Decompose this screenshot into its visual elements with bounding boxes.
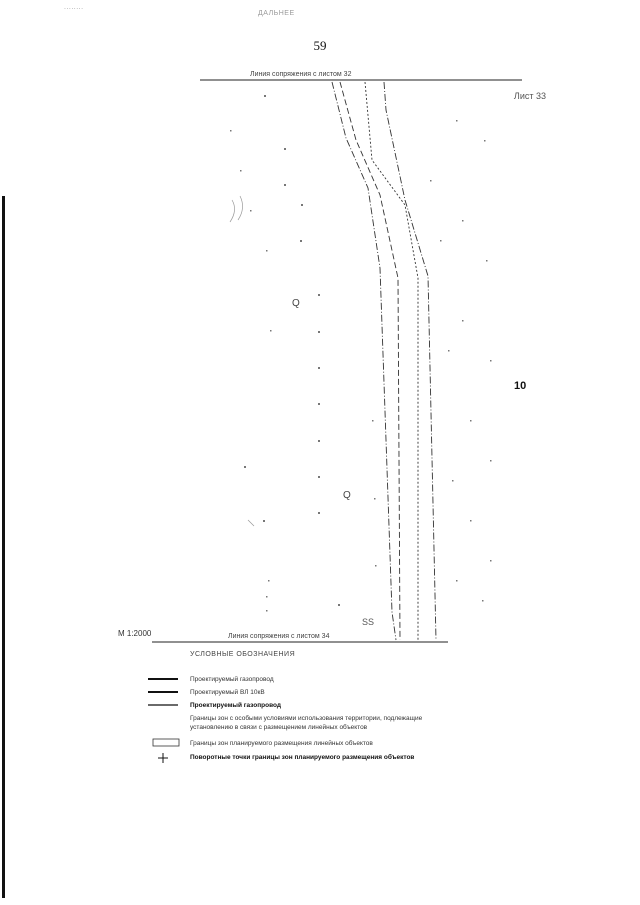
corridor-inner-left: [340, 82, 400, 640]
sheet-label: Лист 33: [513, 91, 546, 101]
page-number: 59: [313, 38, 327, 53]
top-line-label: Линия сопряжения с листом 32: [250, 71, 352, 78]
corridor-right-boundary: [384, 82, 436, 640]
scale-label: М 1:2000: [118, 629, 152, 638]
faint-contours: [230, 196, 254, 526]
corridor-lines: [332, 82, 436, 640]
legend-label-6: Поворотные точки границы зон планируемого размещения объектов: [190, 754, 415, 761]
legend-label-1: Проектируемый газопровод: [190, 676, 274, 683]
side-number: 10: [514, 380, 527, 392]
terrain-label-q2: Q: [343, 490, 351, 501]
legend-label-2: Проектируемый ВЛ 10кВ: [190, 689, 265, 696]
legend-title: УСЛОВНЫЕ ОБОЗНАЧЕНИЯ: [190, 651, 296, 658]
corridor-left-boundary: [332, 82, 396, 640]
legend-rectangle: [153, 739, 179, 746]
terrain-markers: [230, 95, 492, 612]
corridor-inner-right: [365, 82, 418, 640]
scan-mark-left: ........: [64, 4, 84, 11]
terrain-label-q1: Q: [292, 298, 300, 309]
legend-label-3: Проектируемый газопровод: [190, 702, 281, 709]
bottom-line-label: Линия сопряжения с листом 34: [228, 633, 330, 640]
legend-label-4: Границы зон с особыми условиями использования территории, подлежащие установлению в связи с размещением линейных объектов: [190, 715, 423, 731]
legend-symbols: [148, 679, 179, 763]
scan-mark-center: ДАЛЬНЕЕ: [258, 10, 295, 17]
terrain-label-ss: SS: [362, 617, 375, 627]
legend-label-5: Границы зон планируемого размещения линейных объектов: [190, 740, 373, 747]
